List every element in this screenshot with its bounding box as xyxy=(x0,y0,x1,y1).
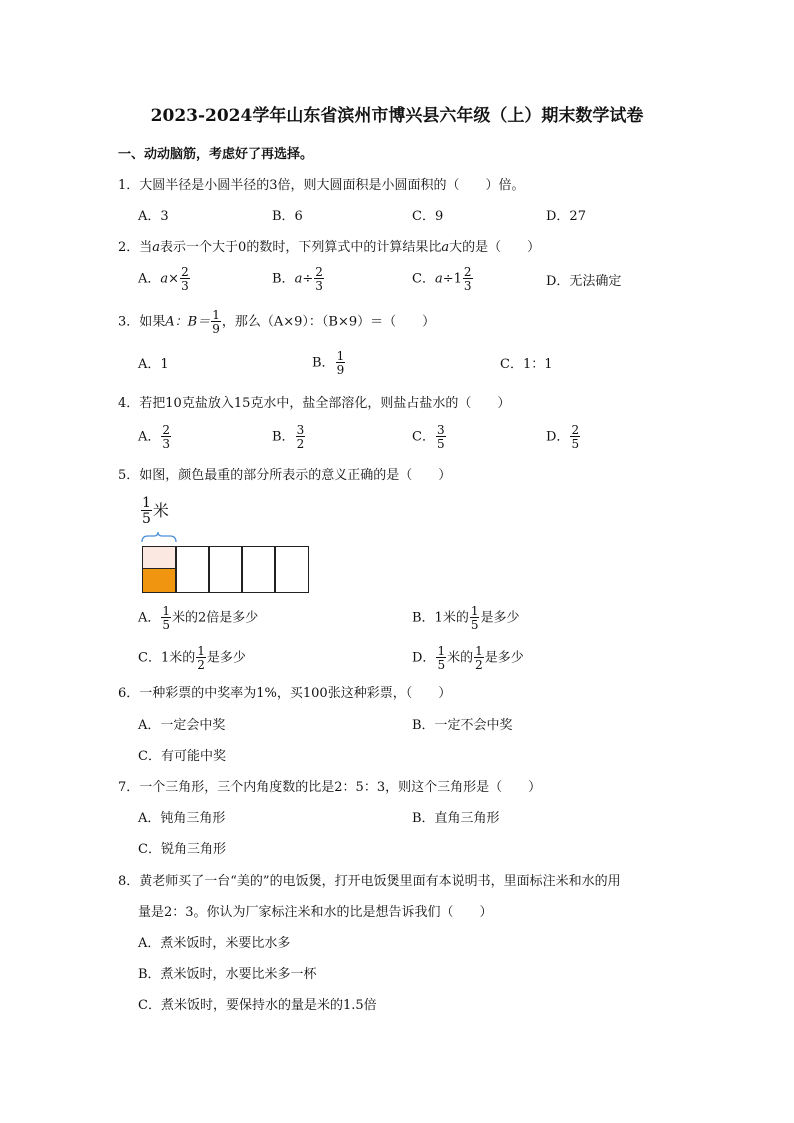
q4-c-fraction: $\frac{3}{5}$ xyxy=(436,423,445,451)
page-title: 2023-2024学年山东省滨州市博兴县六年级（上）期末数学试卷 xyxy=(150,106,644,126)
q8-option-a: A．煮米饭时，米要比水多 xyxy=(138,936,291,951)
q3-option-b xyxy=(312,350,346,376)
q1-option-a: A．3 xyxy=(138,209,169,224)
q3-b-pre: B． xyxy=(312,355,335,371)
q3-option-c: C．1：1 xyxy=(500,357,553,372)
bar-segment-light xyxy=(142,546,177,570)
question-8-stem-line1: 8．黄老师买了一台“美的”的电饭煲，打开电饭煲里面有本说明书，里面标注米和水的用 xyxy=(118,874,621,889)
q2-b-fraction: $\frac{2}{3}$ xyxy=(315,265,323,293)
q2-a-pre: A． xyxy=(138,271,161,287)
q5-a-fraction: $\frac{1}{5}$ xyxy=(162,604,171,632)
q7-option-b: B．直角三角形 xyxy=(412,811,500,826)
q1-option-d: D．27 xyxy=(546,209,586,224)
q3-option-a: A．1 xyxy=(138,357,169,372)
question-6-stem: 6．一种彩票的中奖率为1%，买100张这种彩票，（ ） xyxy=(118,686,452,701)
q2-b-var: a xyxy=(294,271,303,287)
q2-stem-post: 表示一个大于0的数时，下列算式中的计算结果比 xyxy=(160,240,442,255)
q5-option-b: B．1米的 $\frac{1}{5}$ 是多少 xyxy=(412,604,520,632)
question-8-stem-line2: 量是2：3。你认为厂家标注米和水的比是想告诉我们（ ） xyxy=(138,905,493,920)
figure-label-unit: 米 xyxy=(152,501,169,520)
q6-option-c: C．有可能中奖 xyxy=(138,749,226,764)
q2-a-op: × xyxy=(168,271,180,287)
q4-d-fraction: $\frac{2}{5}$ xyxy=(571,423,580,451)
q5-d-fraction-1: $\frac{1}{5}$ xyxy=(437,644,446,672)
q2-option-d: D．无法确定 xyxy=(546,274,622,289)
q4-option-c: C． $\frac{3}{5}$ xyxy=(412,423,445,451)
figure-label xyxy=(140,496,169,526)
q2-b-pre: B． xyxy=(272,271,295,287)
q7-option-a: A．钝角三角形 xyxy=(138,811,226,826)
q2-b-op: ÷ xyxy=(302,271,314,287)
q4-b-fraction: $\frac{3}{2}$ xyxy=(296,423,305,451)
q4-option-b: B． $\frac{3}{2}$ xyxy=(272,423,305,451)
q4-a-fraction: $\frac{2}{3}$ xyxy=(162,423,171,451)
q2-option-c xyxy=(412,266,474,292)
question-5-stem: 5．如图，颜色最重的部分所表示的意义正确的是（ ） xyxy=(118,468,452,483)
q8-option-c: C．煮米饭时，要保持水的量是米的1.5倍 xyxy=(138,998,377,1013)
q5-option-a: A． $\frac{1}{5}$ 米的2倍是多少 xyxy=(138,604,259,632)
q2-c-var: a xyxy=(434,271,443,287)
bar-segment-empty xyxy=(175,546,210,593)
q2-var: a xyxy=(152,240,161,255)
q1-option-b: B．6 xyxy=(272,209,303,224)
q2-a-var: a xyxy=(160,271,169,287)
section-heading: 一、动动脑筋，考虑好了再选择。 xyxy=(118,147,314,162)
q5-option-d: D． $\frac{1}{5}$ 米的 $\frac{1}{2}$ 是多少 xyxy=(412,644,524,672)
q3-ratio: A：B＝ xyxy=(165,314,211,330)
q2-stem-pre: 2．当 xyxy=(118,240,153,255)
q2-option-b xyxy=(272,266,325,292)
q8-option-b: B．煮米饭时，水要比米多一杯 xyxy=(138,967,317,982)
q2-a-fraction: $\frac{2}{3}$ xyxy=(181,265,189,293)
bar-segment-dark xyxy=(142,568,177,593)
q3-b-fraction: $\frac{1}{9}$ xyxy=(336,349,345,377)
q3-stem-pre: 3．如果 xyxy=(118,314,166,330)
brace-icon xyxy=(140,530,180,544)
figure-label-fraction: $\frac{1}{5}$ xyxy=(142,495,151,527)
q6-option-a: A．一定会中奖 xyxy=(138,718,226,733)
q4-option-d: D． $\frac{2}{5}$ xyxy=(546,423,580,451)
q5-b-fraction: $\frac{1}{5}$ xyxy=(470,604,479,632)
bar-segment-empty xyxy=(274,546,309,593)
q4-option-a: A． $\frac{2}{3}$ xyxy=(138,423,171,451)
question-7-stem: 7．一个三角形，三个内角度数的比是2：5：3，则这个三角形是（ ） xyxy=(118,780,542,795)
q2-c-op: ÷1 xyxy=(442,271,462,287)
q6-option-b: B．一定不会中奖 xyxy=(412,718,513,733)
q3-stem-post: ，那么（A×9）：（B×9）＝（ ） xyxy=(221,314,436,330)
q1-option-c: C．9 xyxy=(412,209,444,224)
q5-option-c: C．1米的 $\frac{1}{2}$ 是多少 xyxy=(138,644,246,672)
q2-c-fraction: $\frac{2}{3}$ xyxy=(463,265,472,293)
bar-segment-empty xyxy=(241,546,276,593)
q5-d-fraction-2: $\frac{1}{2}$ xyxy=(475,644,483,672)
q2-c-pre: C． xyxy=(412,271,435,287)
q2-option-a xyxy=(138,266,191,292)
question-3-stem xyxy=(118,309,435,335)
q2-stem-end: 大的是（ ） xyxy=(449,240,541,255)
question-4-stem: 4．若把10克盐放入15克水中，盐全部溶化，则盐占盐水的（ ） xyxy=(118,396,511,411)
q5-c-fraction: $\frac{1}{2}$ xyxy=(197,644,205,672)
q2-var2: a xyxy=(441,240,450,255)
question-2-stem xyxy=(118,241,540,254)
bar-segment-empty xyxy=(208,546,243,593)
question-1-stem: 1．大圆半径是小圆半径的3倍，则大圆面积是小圆面积的（ ）倍。 xyxy=(118,178,525,193)
q7-option-c: C．锐角三角形 xyxy=(138,842,226,857)
q3-stem-fraction: $\frac{1}{9}$ xyxy=(212,308,220,336)
